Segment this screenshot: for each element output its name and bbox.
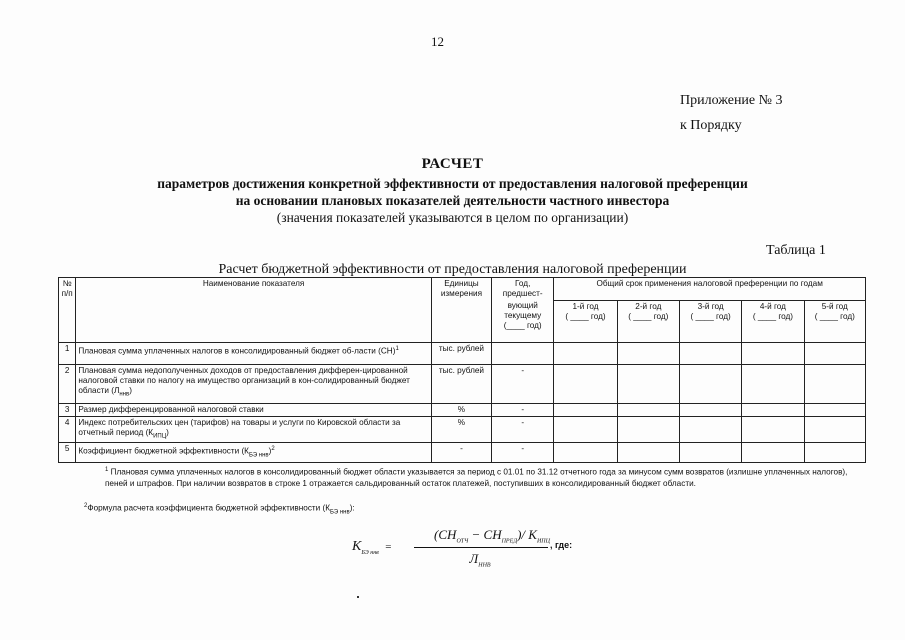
year-label: 1-й год bbox=[572, 301, 599, 311]
row-prev: - bbox=[492, 403, 554, 416]
row-prev bbox=[492, 342, 554, 364]
efficiency-formula bbox=[352, 527, 612, 575]
stray-dot bbox=[357, 596, 359, 598]
row-year-cell bbox=[742, 364, 804, 403]
header-year-5 bbox=[804, 300, 865, 342]
year-fill: ( ____ год) bbox=[628, 311, 669, 321]
table-row bbox=[59, 364, 866, 403]
row-unit: тыс. рублей bbox=[431, 342, 491, 364]
document-title: РАСЧЕТ bbox=[421, 156, 484, 172]
row-year-cell bbox=[554, 416, 617, 443]
row-num: 3 bbox=[59, 403, 76, 416]
row-year-cell bbox=[679, 443, 741, 462]
header-num: № п/п bbox=[59, 278, 76, 343]
header-prev-year-fill: (____ год) bbox=[503, 321, 542, 330]
annex-number: Приложение № 3 bbox=[680, 93, 783, 108]
row-year-cell bbox=[554, 443, 617, 462]
year-label: 3-й год bbox=[697, 301, 724, 311]
row-num: 1 bbox=[59, 342, 76, 364]
document-subtitle-note: (значения показателей указываются в целом по организации) bbox=[276, 210, 629, 225]
footnote-2-end: ): bbox=[349, 503, 355, 513]
row-year-cell bbox=[679, 416, 741, 443]
row-name: Плановая сумма недополученных доходов от предоставления дифферен-цированной налоговой ставки по налогу на имущество организаций в кон-солидированный бюджет области $(Л_{ннв})$ bbox=[76, 364, 431, 403]
row-prev: - bbox=[492, 416, 554, 443]
row-year-cell bbox=[617, 364, 679, 403]
formula-fraction-bar bbox=[414, 547, 548, 548]
row-year-cell bbox=[742, 403, 804, 416]
page-number: 12 bbox=[431, 34, 444, 49]
annex-reference: к Порядку bbox=[680, 118, 742, 133]
row-num: 5 bbox=[59, 443, 76, 462]
row-year-cell bbox=[742, 342, 804, 364]
formula-where: , где: bbox=[550, 540, 573, 550]
header-total-period: Общий срок применения налоговой преференции по годам bbox=[554, 278, 866, 301]
table-caption: Расчет бюджетной эффективности от предоставления налоговой преференции bbox=[218, 262, 687, 277]
year-fill: ( ____ год) bbox=[565, 311, 606, 321]
row-year-cell bbox=[742, 416, 804, 443]
row-num: 4 bbox=[59, 416, 76, 443]
row-unit: тыс. рублей bbox=[431, 364, 491, 403]
footnote-1-text: Плановая сумма уплаченных налогов в консолидированный бюджет области указывается за период с 01.01 по 31.12 отчетного года за минусом сумм возвратов (излишне уплаченных налогов), пеней и штрафов. При наличии возвратов в строке 1 отражается сальдированный остаток платежей, поступивших в консолидированный бюджет области. bbox=[105, 467, 848, 488]
row-year-cell bbox=[804, 364, 865, 403]
year-label: 5-й год bbox=[821, 301, 848, 311]
header-prev-year-bottom: вующий текущему bbox=[504, 301, 542, 320]
row-unit: % bbox=[431, 416, 491, 443]
row-year-cell bbox=[617, 416, 679, 443]
row-year-cell bbox=[617, 342, 679, 364]
formula-lhs: $K_{БЭ ннв}$ = bbox=[352, 539, 392, 556]
formula-denominator: $Л_{ННВ}$ bbox=[469, 551, 491, 569]
row-name: Плановая сумма уплаченных налогов в консолидированный бюджет об-ласти (СН)$^1$ bbox=[76, 342, 431, 364]
footnote-1-marker: 1 bbox=[105, 467, 109, 473]
row-year-cell bbox=[679, 364, 741, 403]
header-year-3 bbox=[679, 300, 741, 342]
annex-block bbox=[680, 88, 783, 138]
row-unit: % bbox=[431, 403, 491, 416]
row-unit: - bbox=[431, 443, 491, 462]
row-prev: - bbox=[492, 364, 554, 403]
document-subtitle-2: на основании плановых показателей деятельности частного инвестора bbox=[235, 193, 670, 208]
document-subtitle-1: параметров достижения конкретной эффективности от предоставления налоговой преференции bbox=[157, 176, 748, 191]
row-name: Индекс потребительских цен (тарифов) на товары и услуги по Кировской области за отчетный период $(К_{ИПЦ})$ bbox=[76, 416, 431, 443]
footnote-2-marker: 2 bbox=[84, 503, 88, 509]
row-year-cell bbox=[804, 443, 865, 462]
row-name: Коэффициент бюджетной эффективности $(К_{БЭ ннв})^2$ bbox=[76, 443, 431, 462]
year-label: 4-й год bbox=[759, 301, 786, 311]
header-year-2 bbox=[617, 300, 679, 342]
header-prev-year bbox=[492, 300, 554, 342]
table-number: Таблица 1 bbox=[766, 243, 826, 258]
table-row bbox=[59, 416, 866, 443]
year-fill: ( ____ год) bbox=[814, 311, 855, 321]
row-year-cell bbox=[679, 342, 741, 364]
row-name: Размер дифференцированной налоговой ставки bbox=[76, 403, 431, 416]
formula-numerator: $(CH_{ОТЧ} - CH_{ПРЕД})/$ $K_{ИПЦ}$ bbox=[434, 527, 550, 545]
year-fill: ( ____ год) bbox=[752, 311, 794, 321]
table-row bbox=[59, 342, 866, 364]
row-year-cell bbox=[554, 364, 617, 403]
header-prev-year-top: Год, предшест- bbox=[492, 278, 554, 301]
row-year-cell bbox=[804, 416, 865, 443]
footnote-2 bbox=[84, 503, 355, 515]
row-year-cell bbox=[617, 403, 679, 416]
table-row bbox=[59, 443, 866, 462]
row-year-cell bbox=[742, 443, 804, 462]
footnote-2-text: Формула расчета коэффициента бюджетной эффективности (К bbox=[87, 503, 331, 513]
row-year-cell bbox=[804, 342, 865, 364]
header-year-1 bbox=[554, 300, 617, 342]
row-year-cell bbox=[804, 403, 865, 416]
budget-efficiency-table bbox=[58, 277, 866, 463]
table-row bbox=[59, 403, 866, 416]
year-fill: ( ____ год) bbox=[690, 311, 731, 321]
row-year-cell bbox=[554, 403, 617, 416]
header-units: Единицы измерения bbox=[431, 278, 491, 343]
row-year-cell bbox=[554, 342, 617, 364]
year-label: 2-й год bbox=[635, 301, 662, 311]
row-prev: - bbox=[492, 443, 554, 462]
footnote-2-sub: БЭ ннв bbox=[330, 509, 350, 516]
row-num: 2 bbox=[59, 364, 76, 403]
row-year-cell bbox=[679, 403, 741, 416]
row-year-cell bbox=[617, 443, 679, 462]
header-name: Наименование показателя bbox=[76, 278, 431, 343]
header-year-4 bbox=[742, 300, 804, 342]
footnote-1 bbox=[105, 465, 865, 489]
